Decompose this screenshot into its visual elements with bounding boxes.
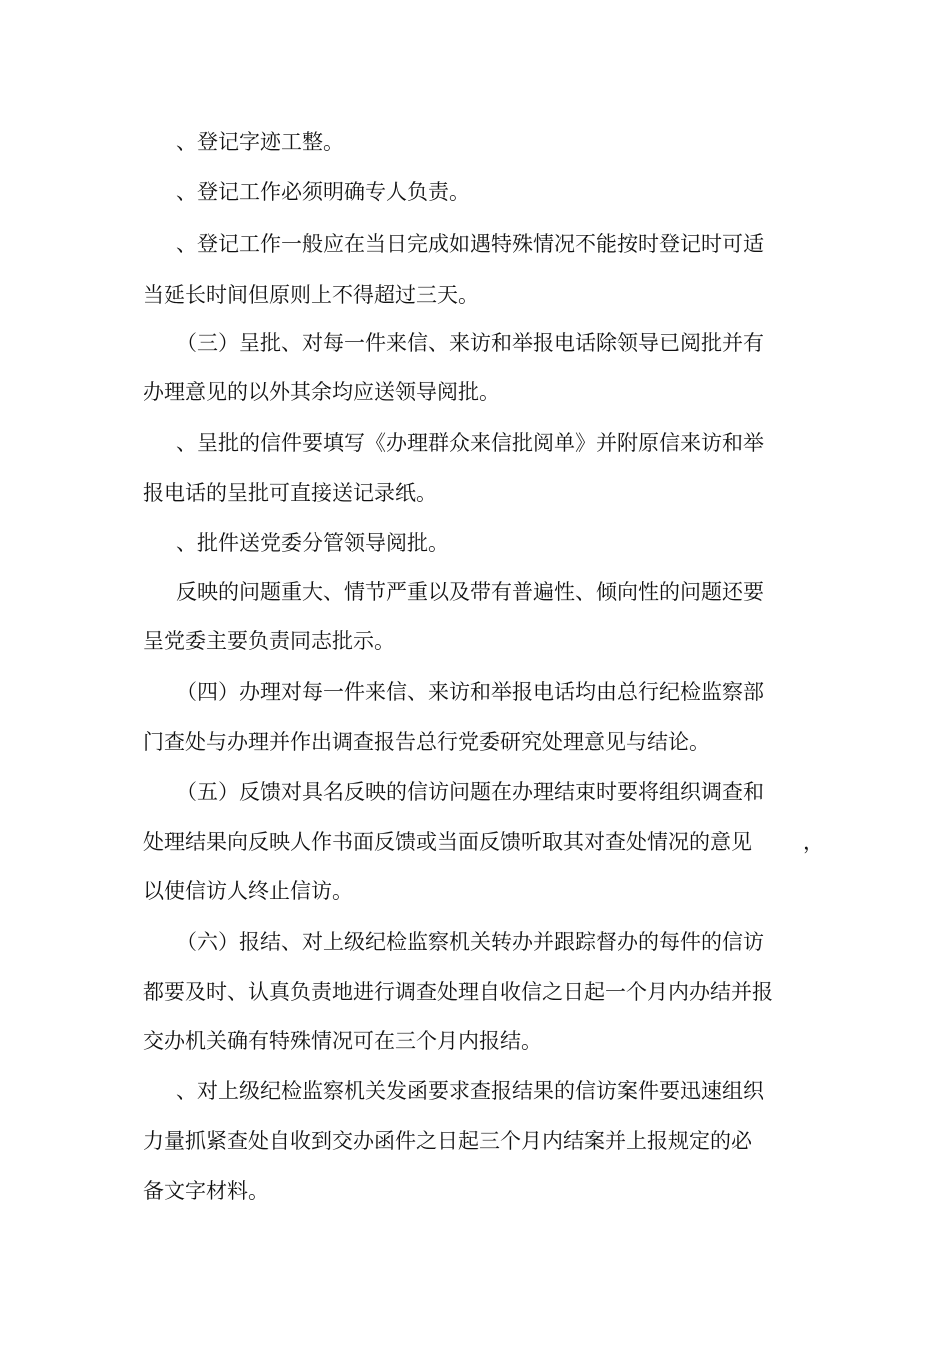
paragraph-line: 交办机关确有特殊情况可在三个月内报结。	[143, 1029, 542, 1053]
paragraph-line: 备文字材料。	[143, 1179, 269, 1203]
paragraph-line: 门查处与办理并作出调查报告总行党委研究处理意见与结论。	[143, 730, 710, 754]
section-heading-line: （六）报结、对上级纪检监察机关转办并跟踪督办的每件的信访	[176, 930, 764, 954]
paragraph-line: 、登记字迹工整。	[176, 130, 344, 154]
section-heading-line: （五）反馈对具名反映的信访问题在办理结束时要将组织调查和	[176, 780, 764, 804]
paragraph-line: 都要及时、认真负责地进行调查处理自收信之日起一个月内办结并报	[143, 980, 773, 1004]
paragraph-line: 、对上级纪检监察机关发函要求查报结果的信访案件要迅速组织	[176, 1079, 764, 1103]
stray-comma: ，	[803, 830, 824, 854]
paragraph-line: 、登记工作一般应在当日完成如遇特殊情况不能按时登记时可适	[176, 232, 764, 256]
section-heading-line: （三）呈批、对每一件来信、来访和举报电话除领导已阅批并有	[176, 331, 764, 355]
paragraph-line: 办理意见的以外其余均应送领导阅批。	[143, 380, 500, 404]
paragraph-line: 当延长时间但原则上不得超过三天。	[143, 283, 479, 307]
paragraph-line: 以使信访人终止信访。	[143, 879, 353, 903]
section-heading-line: （四）办理对每一件来信、来访和举报电话均由总行纪检监察部	[176, 680, 764, 704]
paragraph-line: 呈党委主要负责同志批示。	[143, 629, 395, 653]
paragraph-line: 处理结果向反映人作书面反馈或当面反馈听取其对查处情况的意见	[143, 830, 752, 854]
paragraph-line: 、登记工作必须明确专人负责。	[176, 180, 470, 204]
paragraph-line: 报电话的呈批可直接送记录纸。	[143, 481, 437, 505]
paragraph-line: 反映的问题重大、情节严重以及带有普遍性、倾向性的问题还要	[176, 580, 764, 604]
paragraph-line: 力量抓紧查处自收到交办函件之日起三个月内结案并上报规定的必	[143, 1129, 752, 1153]
paragraph-line: 、呈批的信件要填写《办理群众来信批阅单》并附原信来访和举	[176, 431, 764, 455]
paragraph-line: 、批件送党委分管领导阅批。	[176, 531, 449, 555]
